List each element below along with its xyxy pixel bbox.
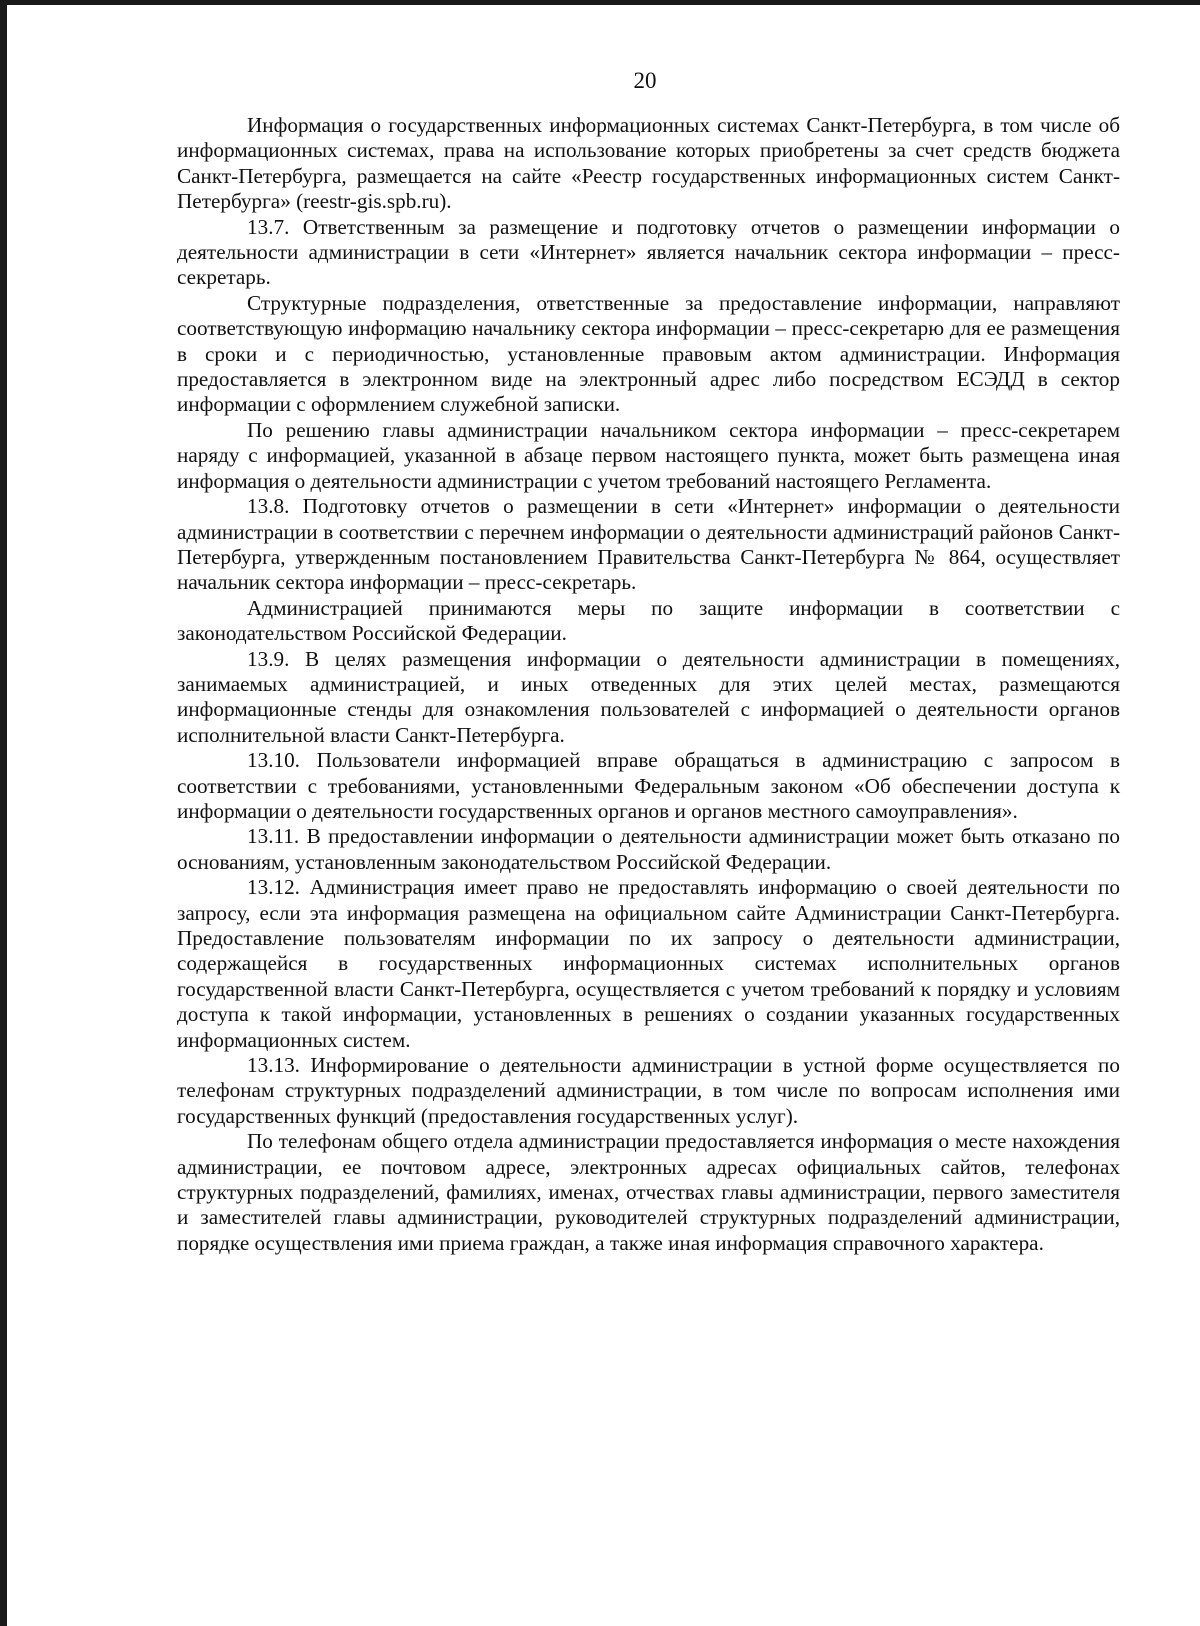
page-number: 20 [633,68,657,93]
paragraph-13-7: 13.7. Ответственным за размещение и подготовку отчетов о размещении информации о деятельности администрации в сети «Интернет» является начальник сектора информации – пресс-секретарь. [177,214,1120,290]
scan-border-top [0,0,1200,5]
paragraph-gis-info: Информация о государственных информационных системах Санкт-Петербурга, в том числе об информационных системах, права на использование которых приобретены за счет средств бюджета Санкт-Петербурга, размещается на сайте «Реестр государственных информационных систем Санкт-Петербурга» (reestr-gis.spb.ru). [177,113,1120,214]
paragraph-13-9: 13.9. В целях размещения информации о деятельности администрации в помещениях, занимаемых администрацией, и иных отведенных для этих целей местах, размещаются информационные стенды для ознакомления пользователей с информацией о деятельности органов исполнительной власти Санкт-Петербурга. [177,646,1120,747]
paragraph-13-10: 13.10. Пользователи информацией вправе обращаться в администрацию с запросом в соответствии с требованиями, установленными Федеральным законом «Об обеспечении доступа к информации о деятельности государственных органов и органов местного самоуправления». [177,748,1120,823]
scan-border-left [0,0,7,1626]
paragraph-13-11: 13.11. В предоставлении информации о деятельности администрации может быть отказано по основаниям, установленным законодательством Российской Федерации. [177,824,1120,874]
paragraph-13-8: 13.8. Подготовку отчетов о размещении в сети «Интернет» информации о деятельности администрации в соответствии с перечнем информации о деятельности администраций районов Санкт-Петербурга, утвержденным постановлением Правительства Санкт-Петербурга № 864, осуществляет начальник сектора информации – пресс-секретарь. [177,494,1120,595]
paragraph-13-13: 13.13. Информирование о деятельности администрации в устной форме осуществляется по телефонам структурных подразделений администрации, в том числе по вопросам исполнения ими государственных функций (предоставления государственных услуг). [177,1053,1120,1128]
paragraph-13-12: 13.12. Администрация имеет право не предоставлять информацию о своей деятельности по запросу, если эта информация размещена на официальном сайте Администрации Санкт-Петербурга. Предоставление пользователям информации по их запросу о деятельности администрации, содержащейся в государственных информационных системах исполнительных органов государственной власти Санкт-Петербурга, осуществляется с учетом требований к порядку и условиям доступа к такой информации, установленных в решениях о создании указанных государственных информационных систем. [177,875,1120,1052]
paragraph-general-department: По телефонам общего отдела администрации предоставляется информация о месте нахождения администрации, ее почтовом адресе, электронных адресах официальных сайтов, телефонах структурных подразделений, фамилиях, именах, отчествах главы администрации, первого заместителя и заместителей главы администрации, руководителей структурных подразделений администрации, порядке осуществления ими приема граждан, а также иная информация справочного характера. [177,1129,1120,1255]
paragraph-head-decision: По решению главы администрации начальником сектора информации – пресс-секретарем наряду с информацией, указанной в абзаце первом настоящего пункта, может быть размещена иная информация о деятельности администрации с учетом требований настоящего Регламента. [177,417,1120,493]
document-body [177,113,1120,1256]
paragraph-data-protection: Администрацией принимаются меры по защите информации в соответствии с законодательством Российской Федерации. [177,595,1120,646]
paragraph-structural-units: Структурные подразделения, ответственные за предоставление информации, направляют соответствующую информацию начальнику сектора информации – пресс-секретарю для ее размещения в сроки и с периодичностью, установленные правовым актом администрации. Информация предоставляется в электронном виде на электронный адрес либо посредством ЕСЭДД в сектор информации с оформлением служебной записки. [177,290,1120,417]
